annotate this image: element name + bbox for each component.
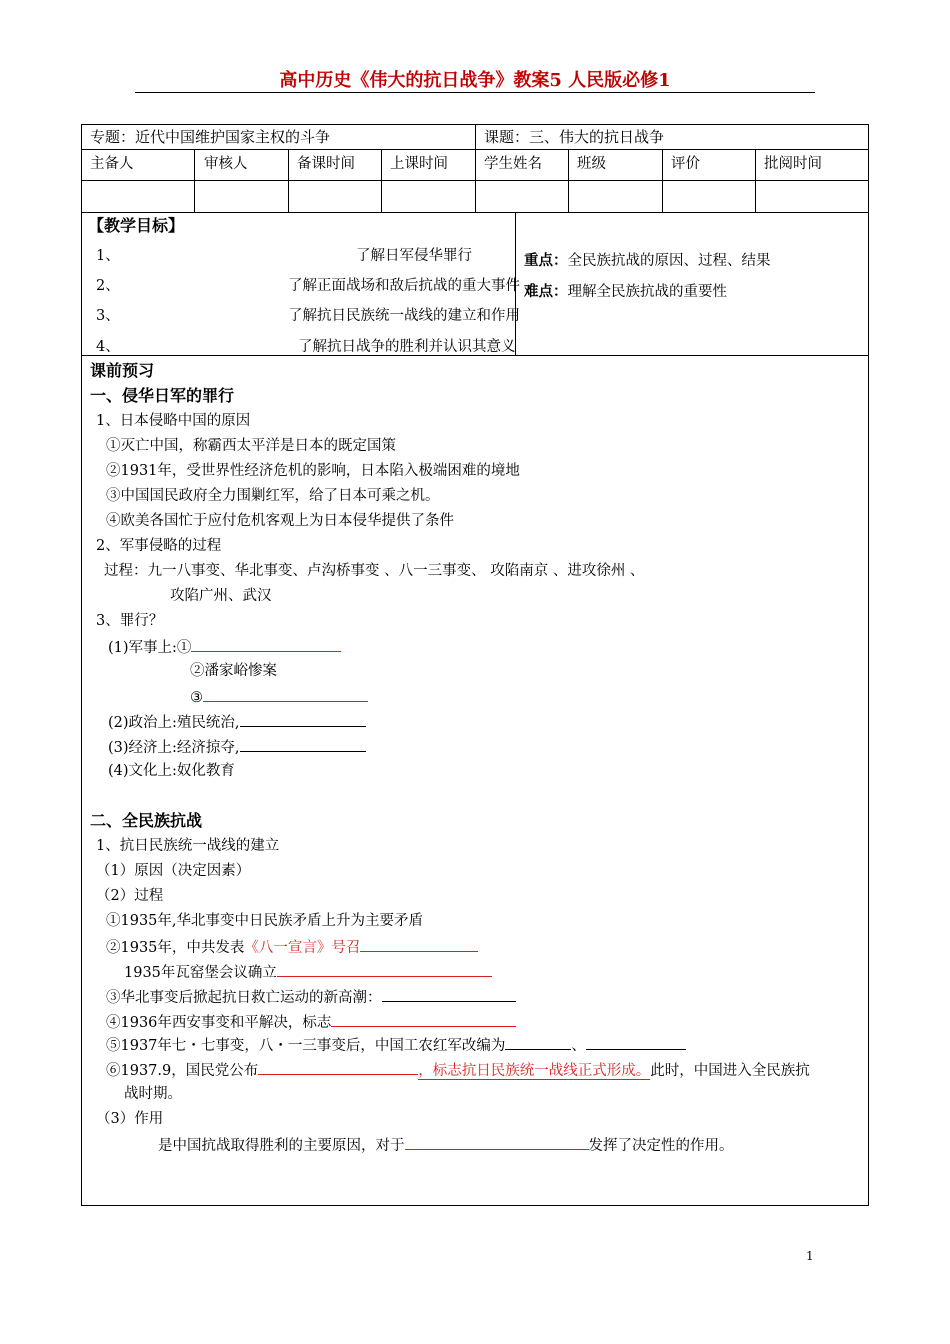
fill-blank[interactable]: [382, 986, 516, 1002]
key-point: [524, 251, 771, 271]
process-item-text: ③华北事变后掀起抗日救亡运动的新高潮：: [106, 990, 382, 1006]
military-crime-3-label: ③: [190, 690, 203, 706]
objective-text: 了解抗日战争的胜利并认识其意义: [298, 339, 516, 355]
cultural-crimes: (4)文化上:奴化教育: [108, 763, 235, 779]
fill-blank[interactable]: [586, 1034, 686, 1050]
col-header-evaluation: 评价: [671, 156, 700, 172]
process-item: ①1935年,华北事变中日民族矛盾上升为主要矛盾: [106, 913, 424, 929]
effect-text-b: 发挥了决定性的作用。: [588, 1138, 734, 1154]
col-header-reviewer: 审核人: [204, 156, 248, 172]
column-divider: [568, 149, 569, 212]
difficulty-label: 难点：: [524, 283, 568, 300]
reason-item: ②1931年，受世界性经济危机的影响，日本陷入极端困难的境地: [106, 463, 520, 479]
fill-blank[interactable]: [258, 1059, 418, 1075]
objective-text: 了解正面战场和敌后抗战的重大事件: [288, 278, 520, 294]
process-item-text: ②1935年，中共发表: [106, 940, 245, 956]
preview-heading: 课前预习: [90, 361, 155, 380]
military-crime-2: ②潘家峪惨案: [190, 663, 277, 679]
subsection-process: （2）过程: [96, 888, 164, 904]
col-header-prep-time: 备课时间: [297, 156, 355, 172]
col-header-class: 班级: [577, 156, 606, 172]
row-divider: [81, 212, 869, 213]
process-line-cont: 攻陷广州、武汉: [170, 588, 272, 604]
process-line: 过程：九一八事变、华北事变、卢沟桥事变 、八一三事变、 攻陷南京 、进攻徐州 、: [104, 563, 645, 579]
difficulty-text: 理解全民族抗战的重要性: [567, 284, 727, 300]
topic-cell: 专题：近代中国维护国家主权的斗争: [90, 128, 331, 146]
column-divider: [755, 149, 756, 212]
process-item-text: 此时，中国进入全民族抗: [650, 1063, 810, 1079]
process-item-text: ⑥1937.9，国民党公布: [106, 1063, 259, 1079]
objective-number: 4、: [96, 339, 120, 355]
process-item: [106, 986, 516, 1008]
process-item-red-text: ，标志抗日民族统一战线正式形成。: [418, 1063, 651, 1079]
political-crimes: [108, 711, 366, 733]
objective-number: 3、: [96, 308, 120, 324]
process-item-text: 1935年瓦窑堡会议确立: [124, 965, 277, 981]
political-label: (2)政治上:殖民统治,: [108, 715, 240, 731]
col-header-review-time: 批阅时间: [764, 156, 822, 172]
subsection-united-front: 1、抗日民族统一战线的建立: [96, 838, 280, 854]
objective-text: 了解日军侵华罪行: [356, 248, 472, 264]
economic-crimes: [108, 736, 366, 758]
economic-label: (3)经济上:经济掠夺,: [108, 740, 240, 756]
key-point-text: 全民族抗战的原因、过程、结果: [567, 253, 771, 269]
column-divider: [662, 149, 663, 212]
title-underline: [135, 92, 815, 93]
column-divider: [194, 149, 195, 212]
column-divider: [381, 149, 382, 212]
process-item-text: ④1936年西安事变和平解决，标志: [106, 1015, 332, 1031]
key-point-label: 重点：: [524, 252, 568, 269]
fill-blank[interactable]: [331, 1011, 516, 1027]
section-title-resistance: 二、全民族抗战: [90, 811, 203, 830]
military-crimes: [108, 636, 341, 658]
process-item: [106, 936, 478, 958]
objective-text: 了解抗日民族统一战线的建立和作用: [288, 308, 520, 324]
fill-blank[interactable]: [505, 1034, 571, 1050]
column-divider: [475, 149, 476, 212]
process-item: [106, 1034, 686, 1056]
subsection-effect: （3）作用: [96, 1111, 164, 1127]
process-item: [106, 1059, 810, 1081]
question-reasons: 1、日本侵略中国的原因: [96, 413, 251, 429]
process-item-text: ⑤1937年七・七事变，八・一三事变后，中国工农红军改编为: [106, 1038, 506, 1054]
fill-blank[interactable]: [277, 961, 492, 977]
separator: 、: [571, 1038, 586, 1054]
reason-item: ③中国国民政府全力围剿红军，给了日本可乘之机。: [106, 488, 440, 504]
military-crime-3: [190, 686, 368, 708]
reason-item: ④欧美各国忙于应付危机客观上为日本侵华提供了条件: [106, 513, 454, 529]
fill-blank[interactable]: [191, 636, 341, 652]
document-title: 高中历史《伟大的抗日战争》教案5 人民版必修1: [279, 70, 671, 91]
objective-number: 2、: [96, 278, 120, 294]
effect-text-a: 是中国抗战取得胜利的主要原因，对于: [158, 1138, 405, 1154]
process-item-cont: 战时期。: [124, 1086, 182, 1102]
objectives-heading: 【教学目标】: [88, 216, 185, 235]
col-header-class-time: 上课时间: [390, 156, 448, 172]
difficulty-point: [524, 282, 727, 302]
objective-number: 1、: [96, 248, 120, 264]
military-label: (1)军事上:①: [108, 640, 192, 656]
column-divider: [288, 149, 289, 212]
section-title-crimes: 一、侵华日军的罪行: [90, 386, 235, 405]
process-item: [124, 961, 492, 983]
process-item-red-text: 《八一宣言》号召: [244, 940, 361, 956]
column-divider: [475, 124, 476, 149]
col-header-preparer: 主备人: [90, 156, 134, 172]
process-item: [106, 1011, 516, 1033]
fill-blank[interactable]: [240, 736, 366, 752]
question-crimes: 3、罪行？: [96, 613, 164, 629]
subsection-cause: （1）原因（决定因素）: [96, 863, 251, 879]
effect-text: [158, 1134, 734, 1156]
fill-blank[interactable]: [405, 1134, 589, 1150]
lesson-cell: 课题：三、伟大的抗日战争: [484, 128, 665, 146]
page-number: 1: [806, 1249, 814, 1263]
reason-item: ①灭亡中国，称霸西太平洋是日本的既定国策: [106, 438, 396, 454]
fill-blank[interactable]: [240, 711, 366, 727]
col-header-student-name: 学生姓名: [484, 156, 542, 172]
fill-blank[interactable]: [203, 686, 368, 702]
fill-blank[interactable]: [360, 936, 478, 952]
question-process: 2、军事侵略的过程: [96, 538, 222, 554]
